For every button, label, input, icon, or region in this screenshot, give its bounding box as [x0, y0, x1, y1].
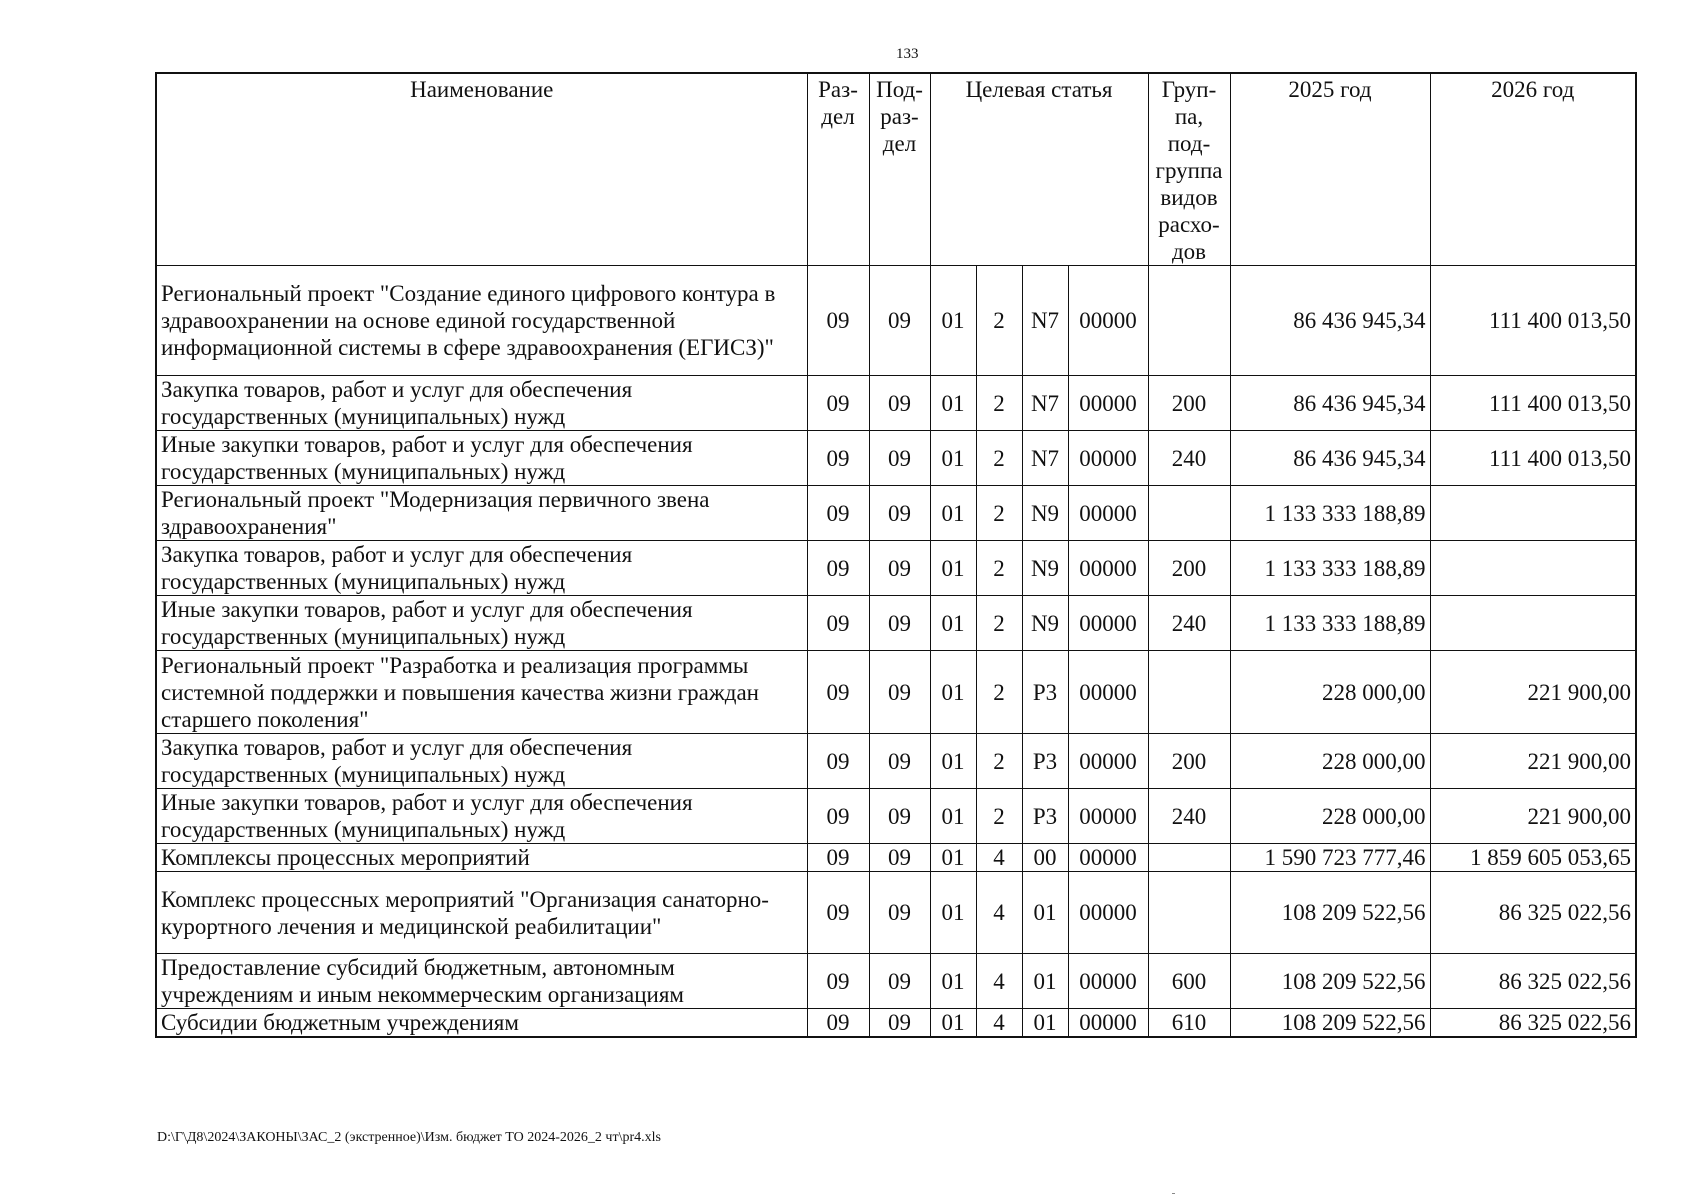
- row-amount-2026: 86 325 022,56: [1430, 872, 1636, 954]
- row-target-type: 2: [976, 651, 1022, 734]
- row-name: Закупка товаров, работ и услуг для обеспечения государственных (муниципальных) нужд: [156, 541, 807, 596]
- row-name: Комплекс процессных мероприятий "Организация санаторно-курортного лечения и медицинской реабилитации": [156, 872, 807, 954]
- row-target-type: 4: [976, 954, 1022, 1009]
- file-path-footer: D:\Г\Д8\2024\ЗАКОНЫ\ЗАС_2 (экстренное)\Изм. бюджет ТО 2024-2026_2 чт\pr4.xls: [157, 1130, 661, 1145]
- table-row: [156, 596, 1636, 651]
- row-target-project: N7: [1022, 266, 1068, 376]
- row-target-program: 01: [930, 844, 976, 872]
- row-target-project: P3: [1022, 651, 1068, 734]
- row-amount-2026: 111 400 013,50: [1430, 376, 1636, 431]
- row-razdel: 09: [807, 431, 869, 486]
- row-target-project: P3: [1022, 734, 1068, 789]
- row-razdel: 09: [807, 954, 869, 1009]
- row-target-type: 4: [976, 872, 1022, 954]
- row-expense-group: 200: [1148, 734, 1230, 789]
- header-razdel: Раз- дел: [807, 73, 869, 266]
- row-target-project: N7: [1022, 431, 1068, 486]
- table-row: [156, 1009, 1636, 1038]
- row-expense-group: 600: [1148, 954, 1230, 1009]
- row-expense-group: 240: [1148, 596, 1230, 651]
- header-2026: 2026 год: [1430, 73, 1636, 266]
- row-name: Предоставление субсидий бюджетным, автономным учреждениям и иным некоммерческим организациям: [156, 954, 807, 1009]
- row-razdel: 09: [807, 734, 869, 789]
- row-amount-2025: 1 590 723 777,46: [1230, 844, 1430, 872]
- row-target-program: 01: [930, 596, 976, 651]
- row-target-project: N9: [1022, 596, 1068, 651]
- row-expense-group: [1148, 844, 1230, 872]
- header-podrazdel: Под- раз- дел: [869, 73, 930, 266]
- row-razdel: 09: [807, 541, 869, 596]
- row-razdel: 09: [807, 789, 869, 844]
- row-target-project: 00: [1022, 844, 1068, 872]
- row-podrazdel: 09: [869, 844, 930, 872]
- row-expense-group: 610: [1148, 1009, 1230, 1038]
- row-amount-2026: [1430, 486, 1636, 541]
- row-amount-2026: 86 325 022,56: [1430, 1009, 1636, 1038]
- row-amount-2025: 108 209 522,56: [1230, 872, 1430, 954]
- row-target-type: 4: [976, 1009, 1022, 1038]
- row-name: Комплексы процессных мероприятий: [156, 844, 807, 872]
- row-target-direction: 00000: [1068, 872, 1148, 954]
- row-target-program: 01: [930, 1009, 976, 1038]
- row-target-type: 2: [976, 376, 1022, 431]
- row-razdel: 09: [807, 844, 869, 872]
- header-group: Груп- па, под- группа видов расхо- дов: [1148, 73, 1230, 266]
- table-row: [156, 734, 1636, 789]
- row-podrazdel: 09: [869, 376, 930, 431]
- row-target-program: 01: [930, 541, 976, 596]
- row-expense-group: [1148, 486, 1230, 541]
- row-amount-2026: 221 900,00: [1430, 734, 1636, 789]
- row-expense-group: [1148, 266, 1230, 376]
- row-target-project: 01: [1022, 872, 1068, 954]
- row-target-direction: 00000: [1068, 734, 1148, 789]
- row-podrazdel: 09: [869, 541, 930, 596]
- table-row: [156, 486, 1636, 541]
- row-razdel: 09: [807, 596, 869, 651]
- row-target-program: 01: [930, 734, 976, 789]
- table-row: [156, 651, 1636, 734]
- row-target-program: 01: [930, 431, 976, 486]
- row-razdel: 09: [807, 376, 869, 431]
- row-target-type: 2: [976, 486, 1022, 541]
- row-expense-group: [1148, 651, 1230, 734]
- row-name: Иные закупки товаров, работ и услуг для обеспечения государственных (муниципальных) нужд: [156, 596, 807, 651]
- row-name: Региональный проект "Разработка и реализация программы системной поддержки и повышения качества жизни граждан старшего поколения": [156, 651, 807, 734]
- row-amount-2025: 86 436 945,34: [1230, 376, 1430, 431]
- row-podrazdel: 09: [869, 596, 930, 651]
- header-target: Целевая статья: [930, 73, 1148, 266]
- row-podrazdel: 09: [869, 872, 930, 954]
- row-amount-2025: 228 000,00: [1230, 789, 1430, 844]
- row-amount-2025: 86 436 945,34: [1230, 431, 1430, 486]
- row-razdel: 09: [807, 651, 869, 734]
- row-target-program: 01: [930, 376, 976, 431]
- header-row: [156, 73, 1636, 266]
- row-amount-2025: 108 209 522,56: [1230, 954, 1430, 1009]
- budget-table: [155, 72, 1637, 1038]
- row-target-program: 01: [930, 954, 976, 1009]
- row-target-program: 01: [930, 486, 976, 541]
- row-podrazdel: 09: [869, 954, 930, 1009]
- row-name: Иные закупки товаров, работ и услуг для обеспечения государственных (муниципальных) нужд: [156, 789, 807, 844]
- row-podrazdel: 09: [869, 1009, 930, 1038]
- header-name: Наименование: [156, 73, 807, 266]
- row-podrazdel: 09: [869, 651, 930, 734]
- row-expense-group: 240: [1148, 431, 1230, 486]
- row-target-direction: 00000: [1068, 486, 1148, 541]
- row-target-project: 01: [1022, 954, 1068, 1009]
- row-target-program: 01: [930, 266, 976, 376]
- row-amount-2025: 228 000,00: [1230, 734, 1430, 789]
- row-target-direction: 00000: [1068, 844, 1148, 872]
- row-target-type: 4: [976, 844, 1022, 872]
- row-podrazdel: 09: [869, 431, 930, 486]
- scan-mark: [1172, 1193, 1175, 1194]
- row-amount-2026: 221 900,00: [1430, 789, 1636, 844]
- row-amount-2025: 1 133 333 188,89: [1230, 541, 1430, 596]
- row-expense-group: 240: [1148, 789, 1230, 844]
- row-expense-group: 200: [1148, 376, 1230, 431]
- table-row: [156, 376, 1636, 431]
- row-target-direction: 00000: [1068, 376, 1148, 431]
- row-podrazdel: 09: [869, 266, 930, 376]
- row-amount-2026: 221 900,00: [1430, 651, 1636, 734]
- row-target-project: N9: [1022, 486, 1068, 541]
- row-name: Закупка товаров, работ и услуг для обеспечения государственных (муниципальных) нужд: [156, 376, 807, 431]
- row-podrazdel: 09: [869, 789, 930, 844]
- row-target-project: 01: [1022, 1009, 1068, 1038]
- row-name: Иные закупки товаров, работ и услуг для обеспечения государственных (муниципальных) нужд: [156, 431, 807, 486]
- row-target-type: 2: [976, 596, 1022, 651]
- table-row: [156, 431, 1636, 486]
- row-amount-2026: 1 859 605 053,65: [1430, 844, 1636, 872]
- row-target-program: 01: [930, 789, 976, 844]
- row-name: Региональный проект "Создание единого цифрового контура в здравоохранении на основе единой государственной информационной системы в сфере здравоохранения (ЕГИСЗ)": [156, 266, 807, 376]
- row-target-direction: 00000: [1068, 596, 1148, 651]
- row-target-direction: 00000: [1068, 789, 1148, 844]
- row-name: Субсидии бюджетным учреждениям: [156, 1009, 807, 1038]
- row-target-type: 2: [976, 789, 1022, 844]
- row-razdel: 09: [807, 1009, 869, 1038]
- row-target-direction: 00000: [1068, 541, 1148, 596]
- row-target-project: N7: [1022, 376, 1068, 431]
- row-target-type: 2: [976, 266, 1022, 376]
- row-amount-2026: [1430, 596, 1636, 651]
- header-2025: 2025 год: [1230, 73, 1430, 266]
- row-amount-2025: 228 000,00: [1230, 651, 1430, 734]
- row-target-program: 01: [930, 651, 976, 734]
- row-target-project: N9: [1022, 541, 1068, 596]
- row-target-type: 2: [976, 734, 1022, 789]
- row-expense-group: [1148, 872, 1230, 954]
- row-name: Закупка товаров, работ и услуг для обеспечения государственных (муниципальных) нужд: [156, 734, 807, 789]
- row-target-program: 01: [930, 872, 976, 954]
- row-amount-2025: 108 209 522,56: [1230, 1009, 1430, 1038]
- page-number: 133: [896, 46, 919, 62]
- table-body: [156, 266, 1636, 1038]
- row-amount-2026: [1430, 541, 1636, 596]
- row-amount-2026: 111 400 013,50: [1430, 431, 1636, 486]
- row-podrazdel: 09: [869, 734, 930, 789]
- row-target-type: 2: [976, 431, 1022, 486]
- row-razdel: 09: [807, 872, 869, 954]
- table-row: [156, 541, 1636, 596]
- row-razdel: 09: [807, 266, 869, 376]
- table-row: [156, 266, 1636, 376]
- row-amount-2026: 86 325 022,56: [1430, 954, 1636, 1009]
- row-target-type: 2: [976, 541, 1022, 596]
- row-amount-2026: 111 400 013,50: [1430, 266, 1636, 376]
- row-razdel: 09: [807, 486, 869, 541]
- row-target-direction: 00000: [1068, 431, 1148, 486]
- row-podrazdel: 09: [869, 486, 930, 541]
- row-target-direction: 00000: [1068, 651, 1148, 734]
- table-row: [156, 844, 1636, 872]
- row-target-direction: 00000: [1068, 266, 1148, 376]
- row-amount-2025: 1 133 333 188,89: [1230, 486, 1430, 541]
- row-expense-group: 200: [1148, 541, 1230, 596]
- table-row: [156, 954, 1636, 1009]
- row-amount-2025: 1 133 333 188,89: [1230, 596, 1430, 651]
- row-target-project: P3: [1022, 789, 1068, 844]
- table-row: [156, 789, 1636, 844]
- row-target-direction: 00000: [1068, 1009, 1148, 1038]
- row-name: Региональный проект "Модернизация первичного звена здравоохранения": [156, 486, 807, 541]
- row-amount-2025: 86 436 945,34: [1230, 266, 1430, 376]
- table-row: [156, 872, 1636, 954]
- row-target-direction: 00000: [1068, 954, 1148, 1009]
